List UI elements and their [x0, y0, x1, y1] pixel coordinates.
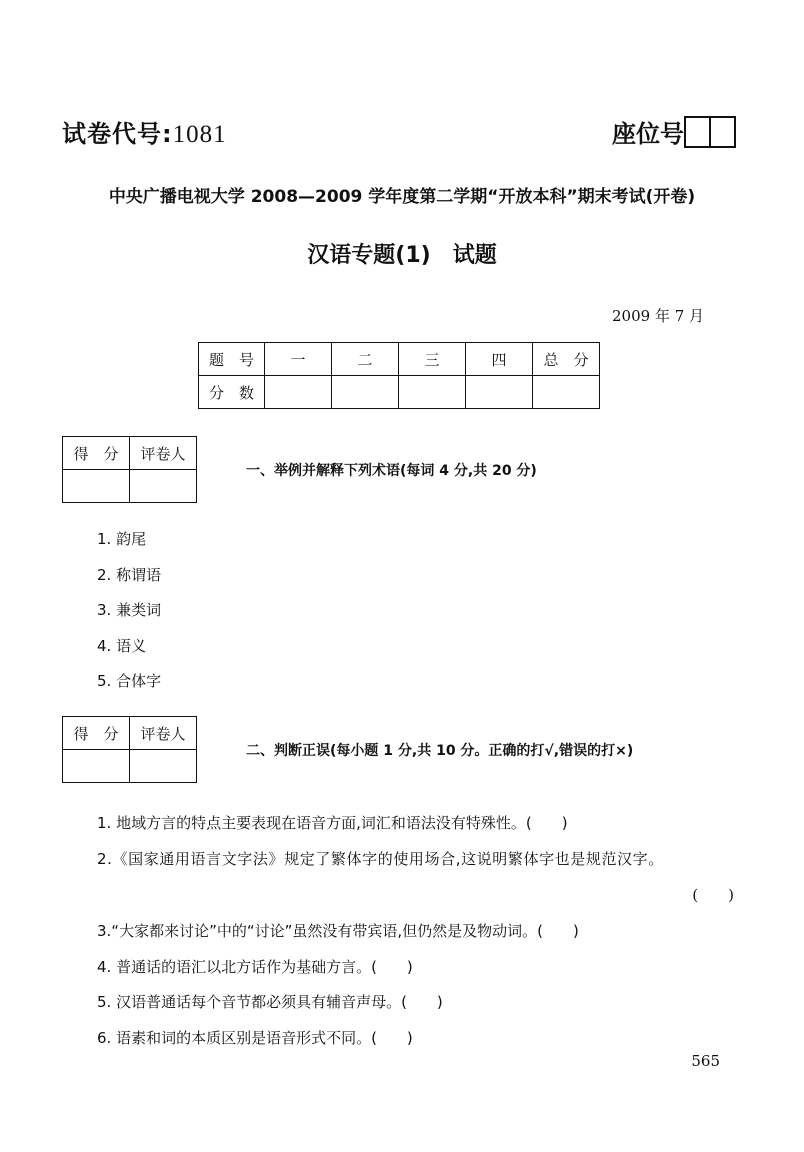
exam-code	[62, 114, 227, 149]
seat-number	[612, 114, 736, 149]
seat-number-boxes[interactable]	[684, 116, 736, 148]
score-table-score-row	[199, 376, 600, 409]
grader-name-label: 评卷人	[130, 437, 197, 470]
grader-name-label: 评卷人	[130, 717, 197, 750]
grader-name-cell[interactable]	[130, 750, 197, 783]
score-table-cell: 一	[265, 343, 332, 376]
grader-score-cell[interactable]	[63, 470, 130, 503]
exam-date: 2009 年 7 月	[612, 307, 705, 325]
section2-question: 6. 语素和词的本质区别是语音形式不同。( )	[97, 1029, 413, 1047]
exam-title: 中央广播电视大学 2008—2009 学年度第二学期“开放本科”期末考试(开卷)	[108, 187, 696, 207]
score-table-cell: 四	[466, 343, 533, 376]
score-input-cell[interactable]	[466, 376, 533, 409]
section2-question-answer-paren: ( )	[692, 886, 734, 904]
score-table-cell: 题 号	[199, 343, 265, 376]
score-table-cell: 二	[332, 343, 399, 376]
section1-item: 1. 韵尾	[97, 530, 147, 548]
page-number: 565	[691, 1052, 720, 1070]
exam-code-number: 1081	[172, 121, 227, 148]
section1-item: 5. 合体字	[97, 672, 162, 690]
section2-question: 1. 地域方言的特点主要表现在语音方面,词汇和语法没有特殊性。( )	[97, 814, 568, 832]
grader-box-section2	[62, 716, 197, 783]
score-input-cell[interactable]	[332, 376, 399, 409]
grader-score-label: 得 分	[63, 437, 130, 470]
score-table-cell: 总 分	[533, 343, 600, 376]
section1-heading: 一、举例并解释下列术语(每词 4 分,共 20 分)	[246, 463, 537, 479]
section2-question: 2.《国家通用语言文字法》规定了繁体字的使用场合,这说明繁体字也是规范汉字。	[97, 850, 664, 868]
grader-score-cell[interactable]	[63, 750, 130, 783]
section1-item: 4. 语义	[97, 637, 147, 655]
score-input-cell[interactable]	[399, 376, 466, 409]
score-table-cell: 分 数	[199, 376, 265, 409]
score-table	[198, 342, 600, 409]
section2-question: 5. 汉语普通话每个音节都必须具有辅音声母。( )	[97, 993, 443, 1011]
seat-number-label: 座位号	[612, 120, 684, 148]
score-input-cell[interactable]	[533, 376, 600, 409]
score-input-cell[interactable]	[265, 376, 332, 409]
section1-item: 3. 兼类词	[97, 601, 162, 619]
score-table-header-row	[199, 343, 600, 376]
grader-score-label: 得 分	[63, 717, 130, 750]
exam-code-label: 试卷代号:	[62, 120, 173, 148]
score-table-cell: 三	[399, 343, 466, 376]
subject-title: 汉语专题(1) 试题	[307, 243, 497, 268]
grader-box-section1	[62, 436, 197, 503]
grader-name-cell[interactable]	[130, 470, 197, 503]
section2-question: 3.“大家都来讨论”中的“讨论”虽然没有带宾语,但仍然是及物动词。( )	[97, 922, 579, 940]
section2-heading: 二、判断正误(每小题 1 分,共 10 分。正确的打√,错误的打×)	[246, 743, 634, 759]
section2-question: 4. 普通话的语汇以北方话作为基础方言。( )	[97, 958, 413, 976]
section1-item: 2. 称谓语	[97, 566, 162, 584]
